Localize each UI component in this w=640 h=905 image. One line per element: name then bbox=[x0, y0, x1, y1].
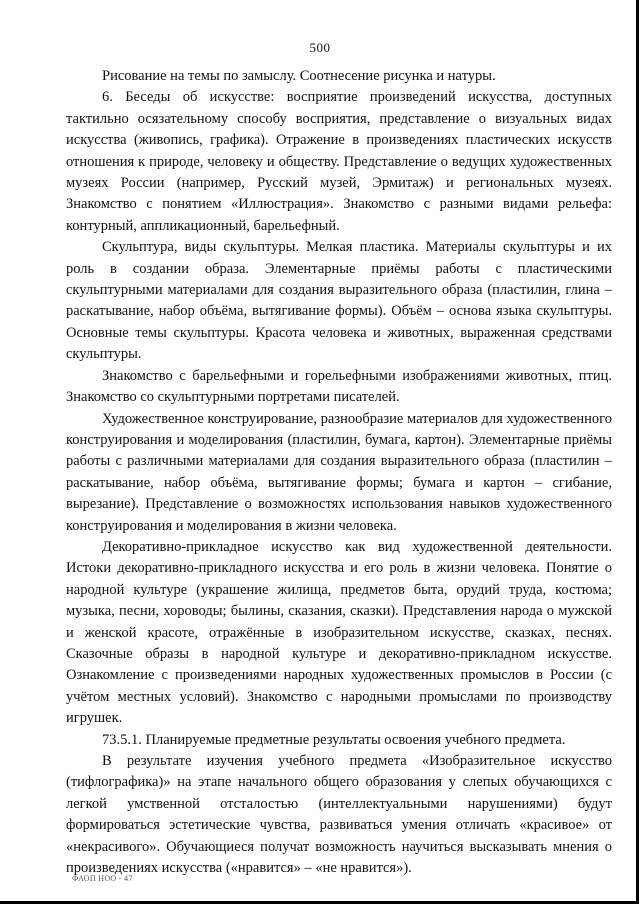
paragraph-art-talks: 6. Беседы об искусстве: восприятие произведений искусства, доступных тактильно осязательному способу восприятия, представление о визуальных видах искусства (живопись, графика). Отражение в произведениях пластических искусств отношения к природе, человеку и обществу. Представление о ведущих художественных музеях России (например, Русский музей, Эрмитаж) и региональных музеях. Знакомство с понятием «Иллюстрация». Знакомство с разными видами рельефа: контурный, аппликационный, барельефный. bbox=[66, 89, 612, 234]
document-body bbox=[66, 66, 612, 879]
paragraph-decorative-art: Декоративно-прикладное искусство как вид художественной деятельности. Истоки декоративно-прикладного искусства и его роль в жизни человека. Понятие о народной культуре (украшение жилища, предметов быта, орудий труда, костюма; музыка, песни, хороводы; былины, сказания, сказки). Представления народа о мужской и женской красоте, отражённые в изобразительном искусстве, сказках, песнях. Сказочные образы в народной культуре и декоративно-прикладном искусстве. Ознакомление с произведениями народных художественных промыслов в России (с учётом местных условий). Знакомство с народными промыслами по производству игрушек. bbox=[66, 538, 612, 727]
section-heading-planned-results: 73.5.1. Планируемые предметные результаты освоения учебного предмета. bbox=[102, 731, 566, 748]
paragraph-results: В результате изучения учебного предмета «Изобразительное искусство (тифлографика)» на этапе начального общего образования у слепых обучающихся с легкой умственной отсталостью (интеллектуальными нарушениями) будут формироваться эстетические чувства, развиваться умения отличать «красивое» от «некрасивого». Обучающиеся получат возможность научиться высказывать мнения о произведениях искусства («нравится» – «не нравится»). bbox=[66, 753, 612, 877]
footer-mark: ФАОП НОО - 47 bbox=[72, 874, 133, 883]
paragraph-drawing-themes: Рисование на темы по замыслу. Соотнесение рисунка и натуры. bbox=[102, 68, 496, 84]
paragraph-reliefs: Знакомство с барельефными и горельефными изображениями животных, птиц. Знакомство со скульптурными портретами писателей. bbox=[66, 367, 612, 406]
paragraph-sculpture: Скульптура, виды скульптуры. Мелкая пластика. Материалы скульптуры и их роль в создании образа. Элементарные приёмы работы с пластическими скульптурными материалами для создания выразительного образа (пластилин, глина – раскатывание, набор объёма, вытягивание формы). Объём – основа языка скульптуры. Основные темы скульптуры. Красота человека и животных, выраженная средствами скульптуры. bbox=[66, 239, 612, 363]
page-number: 500 bbox=[309, 40, 331, 55]
paragraph-construction: Художественное конструирование, разнообразие материалов для художественного конструирования и моделирования (пластилин, бумага, картон). Элементарные приёмы работы с различными материалами для создания выразительного образа (пластилин – раскатывание, набор объёма, вытягивание формы; бумага и картон – сгибание, вырезание). Представление о возможностях использования навыков художественного конструирования и моделирования в жизни человека. bbox=[66, 410, 612, 534]
